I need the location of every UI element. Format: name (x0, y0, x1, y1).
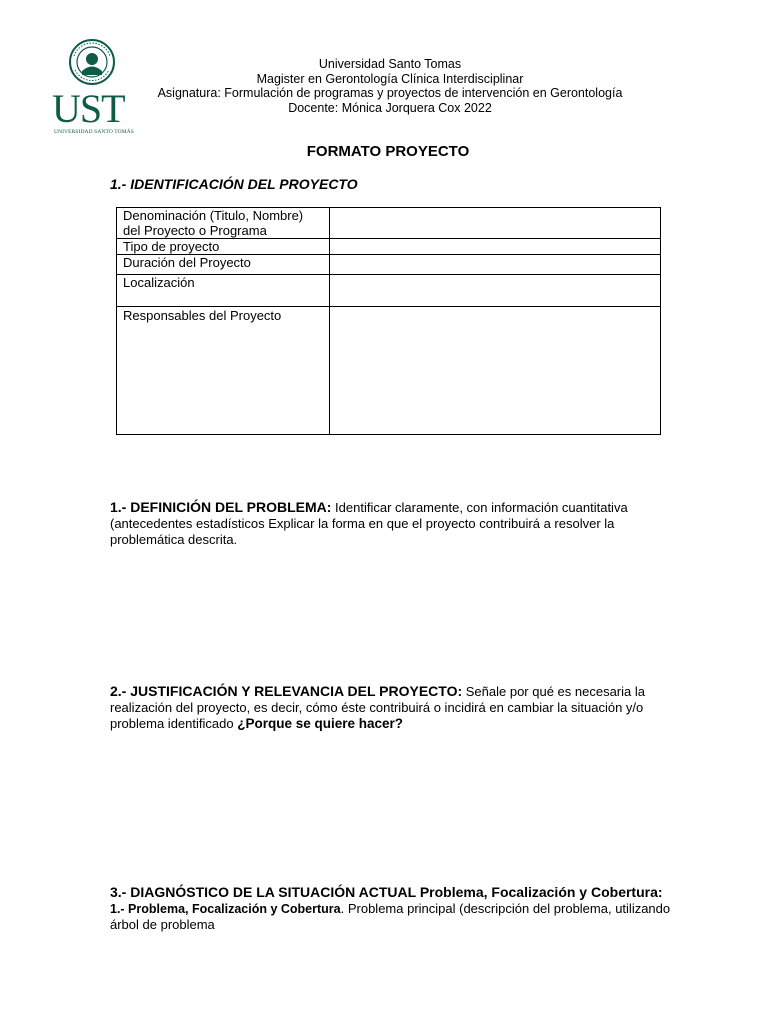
section-justification (110, 683, 680, 732)
header-teacher: Docente: Mónica Jorquera Cox 2022 (288, 100, 492, 115)
row-value-field[interactable] (330, 275, 661, 307)
section-justification-question: ¿Porque se quiere hacer? (237, 716, 404, 731)
identification-table (116, 207, 661, 435)
row-value-field[interactable] (330, 255, 661, 275)
section-problem (110, 499, 680, 548)
table-row (117, 208, 661, 239)
table-row (117, 239, 661, 255)
row-value-field[interactable] (330, 239, 661, 255)
row-value-field[interactable] (330, 208, 661, 239)
row-label: Duración del Proyecto (117, 255, 330, 275)
section-problem-heading: 1.- DEFINICIÓN DEL PROBLEMA: (110, 499, 332, 515)
document-title: FORMATO PROYECTO (306, 143, 470, 160)
table-row (117, 255, 661, 275)
section-diagnosis (110, 884, 680, 933)
section-identification-heading: 1.- IDENTIFICACIÓN DEL PROYECTO (110, 176, 358, 192)
section-justification-heading: 2.- JUSTIFICACIÓN Y RELEVANCIA DEL PROYECTO: (110, 683, 463, 699)
logo-abbreviation: UST (52, 86, 125, 131)
table-row (117, 275, 661, 307)
section-diagnosis-text: . Problema principal (descripción del problema, utilizando árbol de problema (110, 901, 671, 932)
section-problem-text: Identificar claramente, con información cuantitativa (antecedentes estadísticos Explicar la forma en que el proyecto contribuirá a resolver la problemática descrita. (110, 500, 628, 547)
header-university: Universidad Santo Tomas (318, 57, 462, 71)
row-label: Denominación (Titulo, Nombre) del Proyecto o Programa (117, 208, 330, 239)
row-label: Tipo de proyecto (117, 239, 330, 255)
row-label: Localización (117, 275, 330, 307)
document-header (130, 57, 650, 115)
row-value-field[interactable] (330, 307, 661, 435)
row-label: Responsables del Proyecto (117, 307, 330, 435)
header-program: Magister en Gerontología Clínica Interdisciplinar (256, 71, 524, 86)
logo-full-name: UNIVERSIDAD SANTO TOMÁS (54, 129, 134, 135)
university-seal-icon (68, 38, 116, 86)
section-diagnosis-subheading: 1.- Problema, Focalización y Cobertura (110, 902, 341, 916)
table-row (117, 307, 661, 435)
header-course: Asignatura: Formulación de programas y proyectos de intervención en Gerontología (157, 86, 623, 100)
section-diagnosis-heading: 3.- DIAGNÓSTICO DE LA SITUACIÓN ACTUAL Problema, Focalización y Cobertura: (110, 884, 663, 900)
section-justification-text: Señale por qué es necesaria la realización del proyecto, es decir, cómo éste contribuirá o incidirá en cambiar la situación y/o problema identificado (110, 684, 645, 731)
